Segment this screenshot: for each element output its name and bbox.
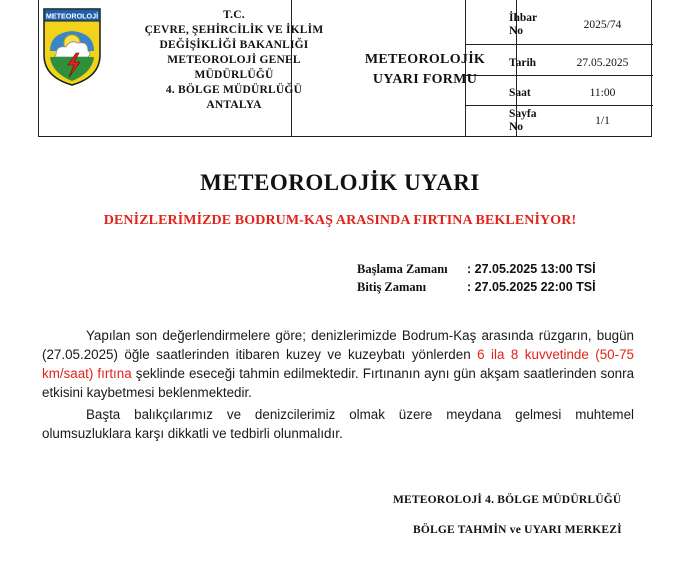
org-line: MÜDÜRLÜĞÜ — [194, 69, 274, 81]
end-time-value: : 27.05.2025 22:00 TSİ — [467, 280, 596, 294]
signature-line-2: BÖLGE TAHMİN ve UYARI MERKEZİ — [413, 524, 622, 536]
organization-name — [139, 8, 329, 113]
signature-line-1: METEOROLOJİ 4. BÖLGE MÜDÜRLÜĞÜ — [393, 494, 622, 506]
form-title-line: UYARI FORMU — [372, 72, 478, 87]
meta-row-divider — [465, 44, 653, 45]
body-text: Başta balıkçılarımız ve denizcilerimiz olmak üzere meydana gelmesi muhtemel olumsuzluklara karşı dikkatli ve tedbirli olunmalıdır. — [42, 407, 634, 441]
org-line: T.C. — [223, 9, 245, 21]
notice-number-label — [509, 12, 537, 38]
time-label: Saat — [509, 87, 531, 99]
org-line: 4. BÖLGE MÜDÜRLÜĞÜ — [165, 84, 303, 96]
org-line: DEĞİŞİKLİĞİ BAKANLIĞI — [159, 39, 309, 51]
start-time-row — [357, 262, 596, 277]
logo-text: METEOROLOJİ — [45, 11, 99, 21]
org-line: ÇEVRE, ŞEHİRCİLİK VE İKLİM — [144, 24, 324, 36]
date-value: 27.05.2025 — [576, 57, 629, 69]
body-text: Yapılan son değerlendirmelere göre; denizlerimizde Bodrum-Kaş arasında rüzgarın, bugün (27.05.2025) öğle saatlerinden itibaren kuzey ve kuzeybatı yönlerden — [42, 328, 634, 362]
meteorology-logo — [42, 7, 102, 87]
body-paragraph-2 — [42, 405, 634, 443]
form-title-line: METEOROLOJİK — [364, 52, 486, 67]
form-title — [347, 50, 503, 90]
document-header — [38, 0, 652, 137]
meta-row-divider — [465, 105, 653, 106]
end-time-row — [357, 280, 596, 295]
page-number-label — [509, 108, 536, 134]
org-line: ANTALYA — [206, 99, 262, 111]
alert-subtitle: DENİZLERİMİZDE BODRUM-KAŞ ARASINDA FIRTINA BEKLENİYOR! — [103, 213, 577, 228]
label-line: İhbar — [509, 12, 538, 24]
org-line: METEOROLOJİ GENEL — [167, 54, 301, 66]
end-time-label: Bitiş Zamanı — [357, 280, 427, 294]
body-text: şeklinde eseceği tahmin edilmektedir. Fırtınanın aynı gün akşam saatlerinden sonra etkisini kaybetmesi beklenmektedir. — [42, 366, 635, 400]
date-label: Tarih — [509, 57, 537, 69]
time-value: 11:00 — [589, 87, 616, 99]
label-line: No — [509, 25, 524, 37]
page-title: METEOROLOJİK UYARI — [200, 170, 480, 195]
label-line: Sayfa — [509, 108, 537, 120]
start-time-value: : 27.05.2025 13:00 TSİ — [467, 262, 596, 276]
start-time-label: Başlama Zamanı — [357, 262, 448, 276]
body-paragraph-1 — [42, 326, 634, 402]
warning-highlight: 6 ila 8 kuvvetinde (50-75 km/saat) fırtına — [42, 347, 634, 381]
label-line: No — [509, 121, 524, 133]
notice-number-value: 2025/74 — [583, 19, 622, 31]
page-number-value: 1/1 — [595, 115, 610, 127]
